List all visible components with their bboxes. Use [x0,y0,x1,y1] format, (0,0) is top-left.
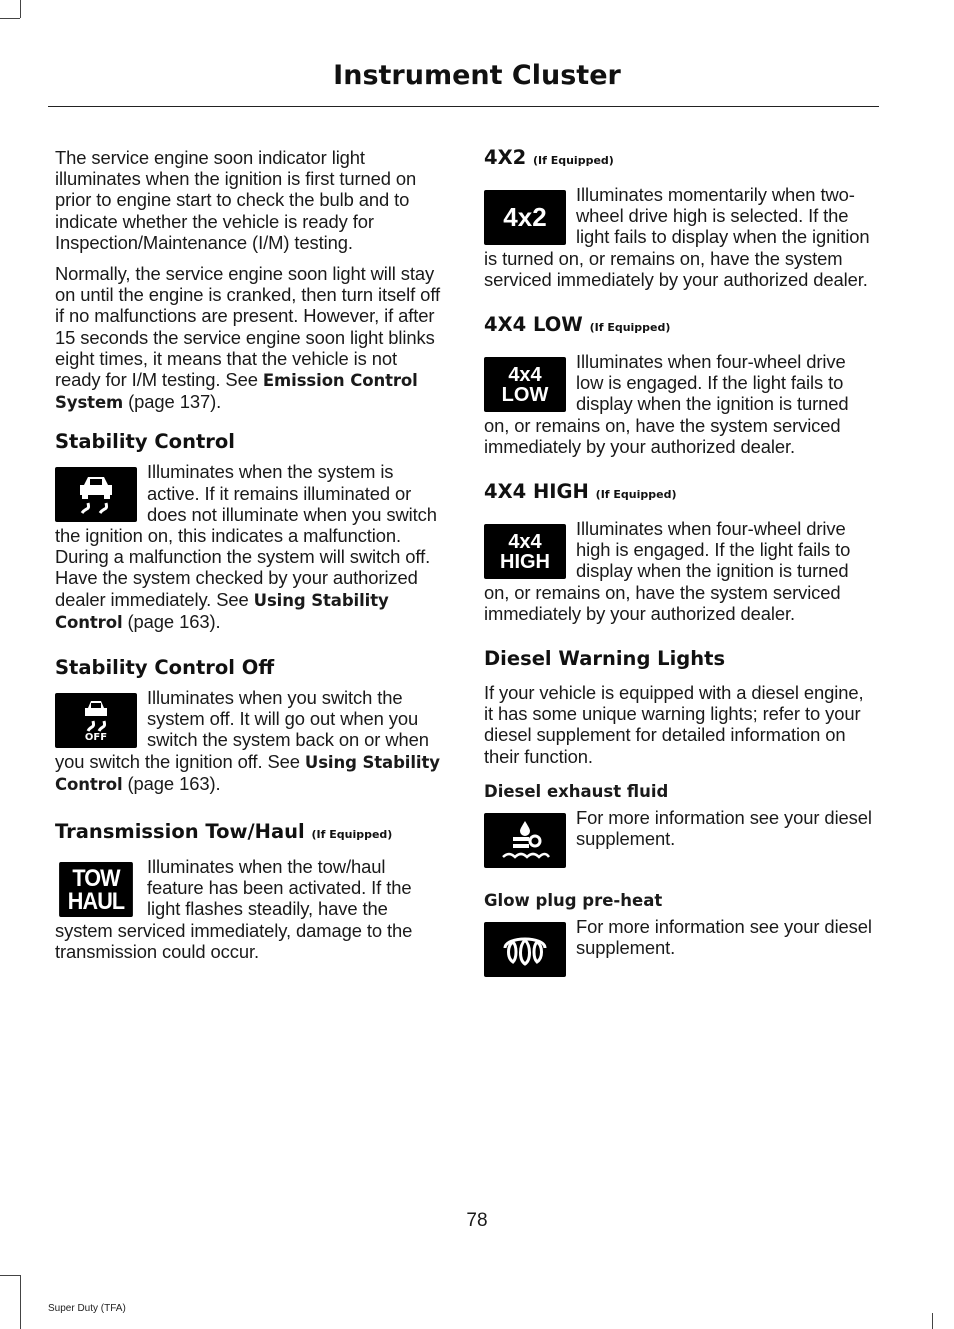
paragraph: Illuminates when the system is active. If it remains illuminated or does not illuminate when you switch the ignition on, this indicates a malfunction. During a malfunction the system will switch off. Have the system checked by your authorized dealer immediately. See Using Stability Control (page 163). [55,461,437,632]
section-heading: Transmission Tow/Haul (If Equipped) [55,820,393,844]
indicator-block [484,518,874,624]
indicator-block [484,916,874,979]
cross-reference-link[interactable]: Using Stability Control [55,590,389,632]
4x4-low-icon: 4x4 LOW [484,357,566,412]
qualifier: (If Equipped) [311,828,393,842]
paragraph: Illuminates when four-wheel drive high is engaged. If the light fails to display when the ignition is turned on, or remains on, have the system serviced immediately by your authorized dealer. [484,518,851,624]
section-heading: Diesel Warning Lights [484,647,726,671]
paragraph: Illuminates when four-wheel drive low is engaged. If the light fails to display when the ignition is turned on, or remains on, have the system serviced immediately by your authorized dealer. [484,351,849,457]
footer-label: Super Duty (TFA) [48,1303,126,1314]
crop-mark [20,1275,21,1329]
section-heading: 4X2 (If Equipped) [484,146,614,169]
qualifier: (If Equipped) [532,154,614,167]
paragraph: Illuminates when you switch the system off. It will go out when you switch the system back on or when you switch the ignition off. See Using Stability Control (page 163). [55,687,440,794]
paragraph: Illuminates momentarily when two-wheel drive high is selected. If the light fails to display when the ignition is turned on, or remains on, have the system serviced immediately by your authorized dealer. [484,184,870,290]
crop-mark [0,18,20,19]
paragraph: Illuminates when the tow/haul feature has been activated. If the light flashes steadily, have the system serviced immediately, damage to the transmission could occur. [55,856,413,962]
section-heading: Stability Control Off [55,656,275,680]
stability-control-icon [55,467,137,522]
indicator-block [55,687,445,795]
paragraph: For more information see your diesel supplement. [576,915,872,959]
qualifier: (If Equipped) [595,488,677,502]
4x4-high-icon: 4x4 HIGH [484,524,566,579]
paragraph: Normally, the service engine soon light will stay on until the engine is cranked, then turn itself off if no malfunctions are present. However, if after 15 seconds the service engine soon light blinks eight times, it means that the vehicle is not ready for I/M testing. See Emission Control System (page 137). [55,263,440,413]
page-number: 78 [466,1210,488,1231]
indicator-block [484,184,874,290]
crop-mark [932,1313,933,1329]
glow-plug-icon [484,922,566,977]
title-divider [48,106,879,107]
crop-mark [20,0,21,18]
section-heading: 4X4 LOW (If Equipped) [484,313,671,337]
cross-reference-link[interactable]: Emission Control System [55,371,418,413]
right-column [484,145,874,979]
indicator-block [55,856,445,962]
off-label: OFF [84,731,108,743]
section-heading: Stability Control [55,430,235,454]
subsection-heading: Diesel exhaust fluid [484,781,669,801]
diesel-exhaust-fluid-icon [484,813,566,868]
indicator-block [55,461,445,633]
section-heading: 4X4 HIGH (If Equipped) [484,480,677,504]
tow-haul-icon: TOW HAUL [59,862,133,917]
paragraph: For more information see your diesel supplement. [576,806,872,850]
crop-mark [0,1275,20,1276]
paragraph: The service engine soon indicator light illuminates when the ignition is first turned on prior to engine start to check the bulb and to indicate whether the vehicle is ready for Inspection/Maintenance (I/M) testing. [55,147,417,253]
indicator-block [484,351,874,457]
indicator-block [484,807,874,870]
subsection-heading: Glow plug pre-heat [484,890,663,910]
4x2-icon: 4x2 [484,190,566,245]
stability-control-off-icon [55,693,137,748]
cross-reference-link[interactable]: Using Stability Control [55,752,440,794]
paragraph: If your vehicle is equipped with a diesel engine, it has some unique warning lights; refer to your diesel supplement for detailed information on their function. [484,682,864,767]
qualifier: (If Equipped) [589,321,671,335]
left-column [55,147,445,962]
page-title: Instrument Cluster [333,60,621,91]
